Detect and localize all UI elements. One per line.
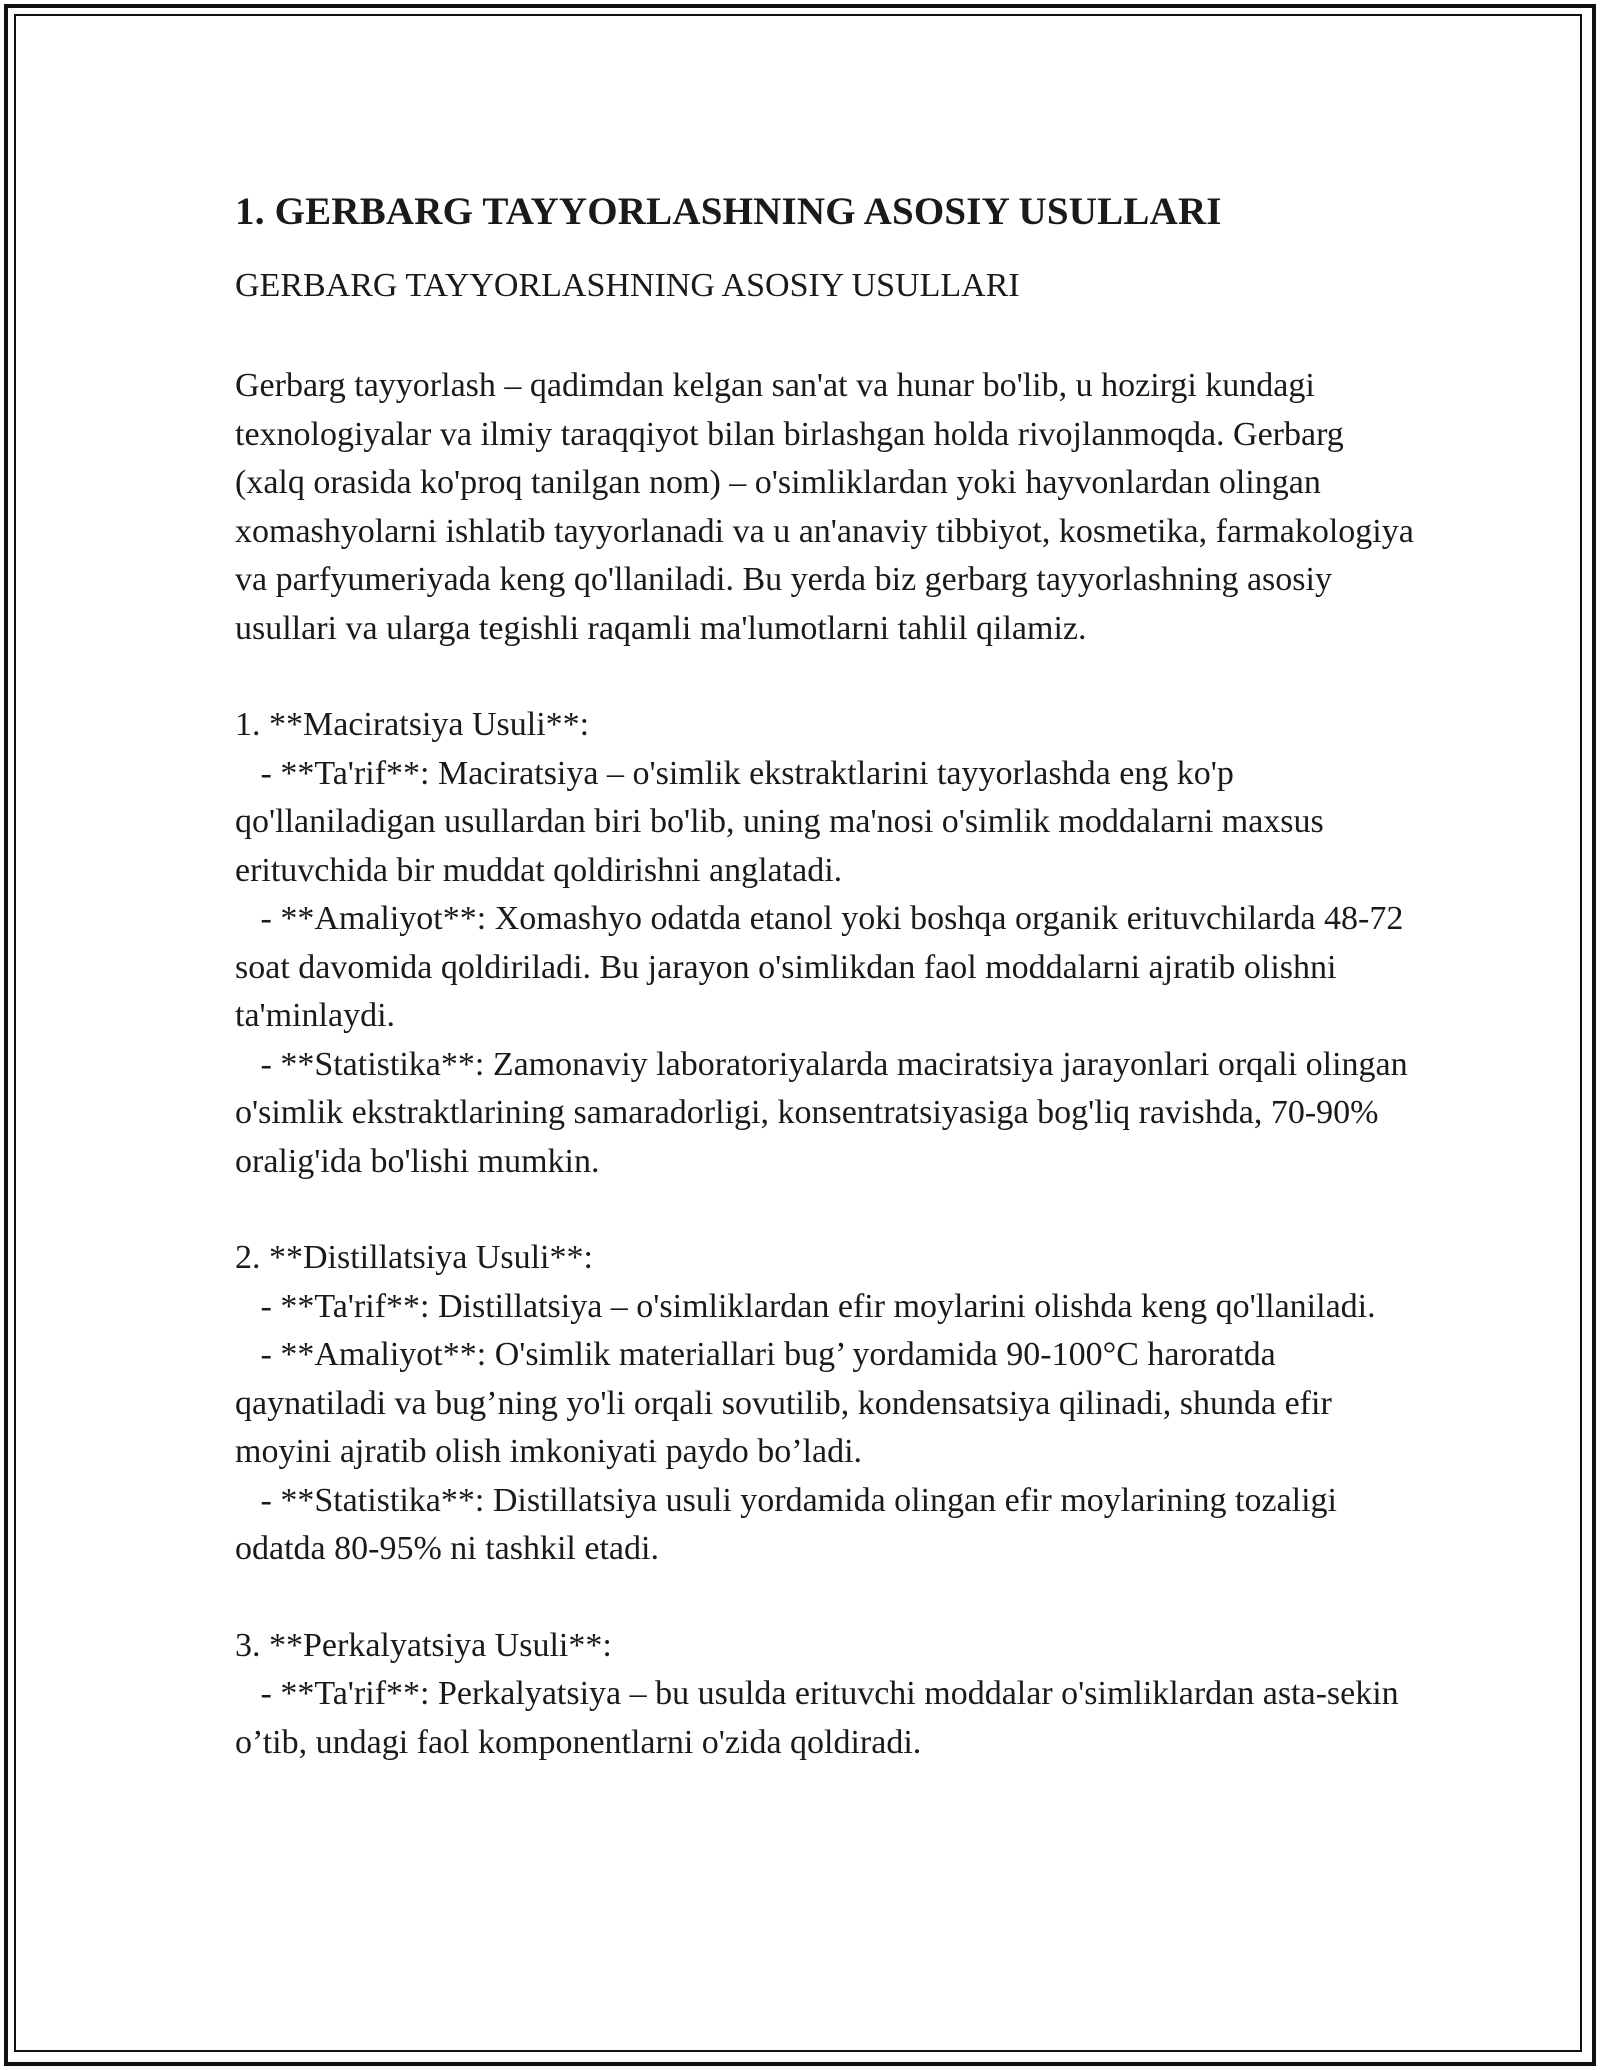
section-item-tarif: - **Ta'rif**: Perkalyatsiya – bu usulda erituvchi moddalar o'simliklardan asta-sekin o’tib, undagi faol komponentlarni o'zida qoldiradi.	[235, 1675, 1408, 1761]
section-distillatsiya	[235, 1234, 1415, 1574]
document-subtitle: GERBARG TAYYORLASHNING ASOSIY USULLARI	[235, 267, 1020, 304]
section-item-statistika: - **Statistika**: Zamonaviy laboratoriyalarda maciratsiya jarayonlari orqali olingan o'simlik ekstraktlarining samaradorligi, konsentratsiyasiga bog'liq ravishda, 70-90% oralig'ida bo'lishi mumkin.	[235, 1045, 1417, 1180]
section-item-statistika: - **Statistika**: Distillatsiya usuli yordamida olingan efir moylarining tozaligi odatda 80-95% ni tashkil etadi.	[235, 1481, 1346, 1567]
section-item-tarif: - **Ta'rif**: Distillatsiya – o'simliklardan efir moylarini olishda keng qo'llaniladi.	[235, 1287, 1376, 1325]
intro-paragraph: Gerbarg tayyorlash – qadimdan kelgan san'at va hunar bo'lib, u hozirgi kundagi texnologiyalar va ilmiy taraqqiyot bilan birlashgan holda rivojlanmoqda. Gerbarg (xalq orasida ko'proq tanilgan nom) – o'simliklardan yoki hayvonlardan olingan xomashyolarni ishlatib tayyorlanadi va u an'anaviy tibbiyot, kosmetika, farmakologiya va parfyumeriyada keng qo'llaniladi. Bu yerda biz gerbarg tayyorlashning asosiy usullari va ularga tegishli raqamli ma'lumotlarni tahlil qilamiz.	[235, 367, 1414, 647]
section-item-amaliyot: - **Amaliyot**: Xomashyo odatda etanol yoki boshqa organik erituvchilarda 48-72 soat davomida qoldiriladi. Bu jarayon o'simlikdan faol moddalarni ajratib olishni ta'minlaydi.	[235, 900, 1412, 1034]
section-title: 2. **Distillatsiya Usuli**:	[235, 1239, 593, 1276]
section-perkalyatsiya	[235, 1622, 1415, 1768]
document-page	[235, 186, 1415, 1767]
section-item-amaliyot: - **Amaliyot**: O'simlik materiallari bug’ yordamida 90-100°C haroratda qaynatiladi va bug’ning yo'li orqali sovutilib, kondensatsiya qilinadi, shunda efir moyini ajratib olish imkoniyati paydo bo’ladi.	[235, 1336, 1341, 1470]
section-item-tarif: - **Ta'rif**: Maciratsiya – o'simlik ekstraktlarini tayyorlashda eng ko'p qo'llaniladigan usullardan biri bo'lib, uning ma'nosi o'simlik moddalarni maxsus erituvchida bir muddat qoldirishni anglatadi.	[235, 754, 1333, 889]
section-title: 1. **Maciratsiya Usuli**:	[235, 706, 590, 743]
document-title: 1. GERBARG TAYYORLASHNING ASOSIY USULLARI	[235, 190, 1222, 233]
section-maciratsiya	[235, 701, 1415, 1186]
section-title: 3. **Perkalyatsiya Usuli**:	[235, 1626, 612, 1664]
